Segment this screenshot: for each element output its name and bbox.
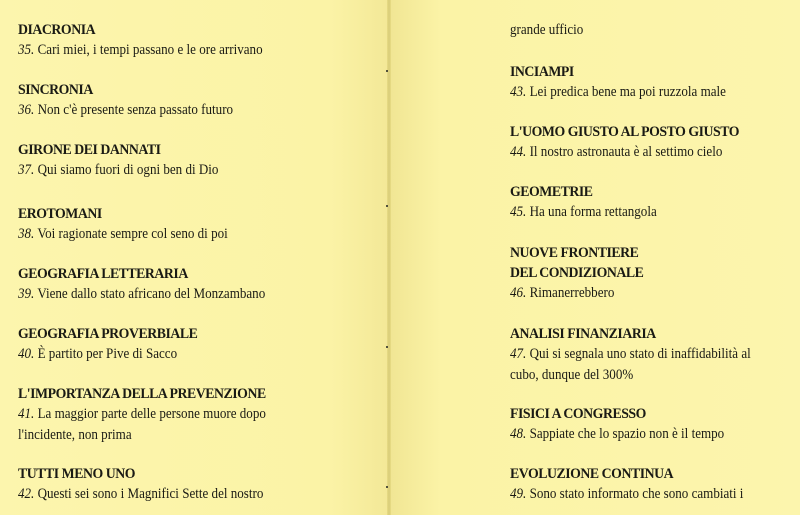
entry-text: Lei predica bene ma poi ruzzola male: [529, 84, 726, 100]
entry-43: [510, 62, 795, 103]
entry-line: [18, 160, 342, 181]
gutter-dot: [386, 205, 388, 207]
entry-line: [18, 404, 342, 425]
entry-text: Non c'è presente senza passato futuro: [37, 102, 234, 118]
entry-39: [18, 264, 378, 305]
left-page: [0, 0, 389, 515]
entry-42: [18, 464, 378, 505]
entry-number: 47.: [510, 346, 527, 362]
entry-number: 39.: [18, 286, 35, 302]
entry-number: 36.: [18, 102, 35, 118]
entry-line: [510, 142, 767, 163]
entry-number: 45.: [510, 204, 527, 220]
entry-line: [18, 344, 342, 365]
entry-line: [510, 202, 767, 223]
entry-text: Voi ragionate sempre col seno di poi: [37, 226, 228, 242]
gutter-dot: [386, 346, 388, 348]
entry-text: Ha una forma rettangola: [529, 204, 657, 220]
entry-title: GEOGRAFIA LETTERARIA: [18, 266, 188, 282]
entry-title: EVOLUZIONE CONTINUA: [510, 466, 674, 482]
entry-45: [510, 182, 795, 223]
entry-title: GIRONE DEI DANNATI: [18, 142, 161, 158]
entry-number: 43.: [510, 84, 527, 100]
entry-title: L'UOMO GIUSTO AL POSTO GIUSTO: [510, 124, 740, 140]
entry-line: [510, 283, 767, 304]
entry-number: 49.: [510, 486, 527, 502]
entry-text: Il nostro astronauta è al settimo cielo: [529, 144, 723, 160]
entry-41: [18, 384, 378, 446]
entry-title: EROTOMANI: [18, 206, 102, 222]
entry-number: 46.: [510, 285, 527, 301]
entry-line: [18, 40, 342, 61]
entry-number: 40.: [18, 346, 35, 362]
entry-line: [18, 224, 342, 245]
entry-line: [510, 344, 767, 365]
entry-48: [510, 404, 795, 445]
continuation-text: grande ufficio: [510, 22, 584, 38]
entry-text: Qui si segnala uno stato di inaffidabilità al: [529, 346, 751, 362]
entry-text: Qui siamo fuori di ogni ben di Dio: [37, 162, 219, 178]
gutter-dot: [386, 486, 388, 488]
entry-38: [18, 204, 378, 245]
entry-47: [510, 324, 795, 386]
entry-text: È partito per Pive di Sacco: [37, 346, 178, 362]
entry-text: Sappiate che lo spazio non è il tempo: [529, 426, 725, 442]
entry-title: DIACRONIA: [18, 22, 96, 38]
entry-37: [18, 140, 378, 181]
entry-title: TUTTI MENO UNO: [18, 466, 136, 482]
entry-title: INCIAMPI: [510, 64, 574, 80]
entry-title-continued: DEL CONDIZIONALE: [510, 265, 644, 281]
entry-35: [18, 20, 378, 61]
entry-44: [510, 122, 795, 163]
entry-line: [510, 484, 767, 505]
entry-number: 35.: [18, 42, 35, 58]
entry-title: NUOVE FRONTIERE: [510, 245, 639, 261]
entry-number: 48.: [510, 426, 527, 442]
entry-number: 41.: [18, 406, 35, 422]
right-page: [391, 0, 800, 515]
entry-title: GEOMETRIE: [510, 184, 593, 200]
entry-number: 37.: [18, 162, 35, 178]
entry-40: [18, 324, 378, 365]
entry-line: [510, 424, 767, 445]
entry-number: 42.: [18, 486, 35, 502]
entry-36: [18, 80, 378, 121]
entry-49: [510, 464, 795, 505]
continuation: [510, 20, 795, 41]
entry-text: Viene dallo stato africano del Monzambano: [37, 286, 266, 302]
entry-number: 44.: [510, 144, 527, 160]
entry-text: Rimanerrebbero: [529, 285, 615, 301]
entry-text: Cari miei, i tempi passano e le ore arrivano: [37, 42, 263, 58]
entry-line: [18, 484, 342, 505]
entry-text: La maggior parte delle persone muore dopo: [37, 406, 266, 422]
entry-line: [18, 284, 342, 305]
entry-text: Questi sei sono i Magnifici Sette del nostro: [37, 486, 264, 502]
entry-number: 38.: [18, 226, 35, 242]
entry-text-continued: l'incidente, non prima: [18, 427, 132, 443]
entry-line: [510, 82, 767, 103]
entry-title: SINCRONIA: [18, 82, 93, 98]
entry-46: [510, 243, 795, 304]
entry-title: ANALISI FINANZIARIA: [510, 326, 656, 342]
gutter-dot: [386, 70, 388, 72]
entry-title: L'IMPORTANZA DELLA PREVENZIONE: [18, 386, 266, 402]
entry-title: GEOGRAFIA PROVERBIALE: [18, 326, 198, 342]
entry-text: Sono stato informato che sono cambiati i: [529, 486, 744, 502]
entry-line: [18, 100, 342, 121]
entry-title: FISICI A CONGRESSO: [510, 406, 646, 422]
entry-text-continued: cubo, dunque del 300%: [510, 367, 634, 383]
